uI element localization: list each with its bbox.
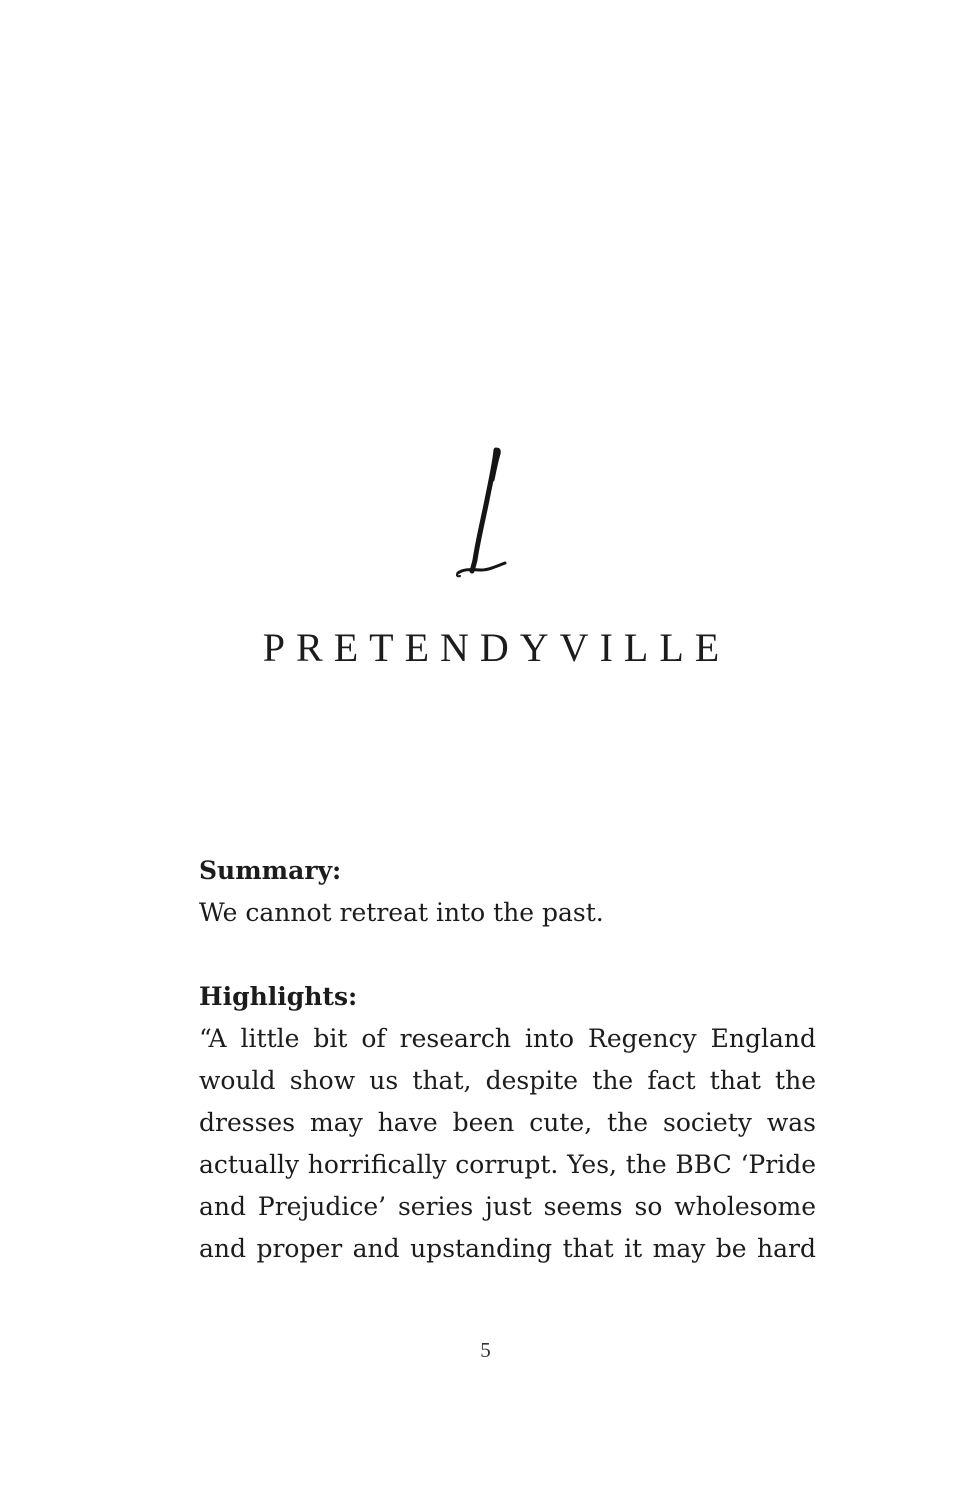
summary-heading: Summary:	[199, 856, 342, 885]
highlights-line: would show us that, despite the fact that the	[199, 1066, 816, 1095]
highlights-line: dresses may have been cute, the society was	[199, 1108, 816, 1137]
summary-text: We cannot retreat into the past.	[199, 898, 604, 927]
highlights-text	[199, 1018, 816, 1270]
chapter-number	[0, 440, 971, 590]
chapter-number-glyph	[451, 440, 521, 590]
chapter-title: PRETENDYVILLE	[262, 625, 731, 670]
page-number: 5	[480, 1338, 491, 1362]
highlights-line: and proper and upstanding that it may be hard	[199, 1234, 816, 1263]
highlights-line: actually horrifically corrupt. Yes, the BBC ‘Pride	[199, 1150, 816, 1179]
highlights-line: “A little bit of research into Regency England	[199, 1024, 816, 1053]
highlights-heading: Highlights:	[199, 982, 358, 1011]
paragraph-spacer	[199, 934, 816, 976]
chapter-body	[199, 850, 816, 1270]
highlights-line: and Prejudice’ series just seems so wholesome	[199, 1192, 816, 1221]
